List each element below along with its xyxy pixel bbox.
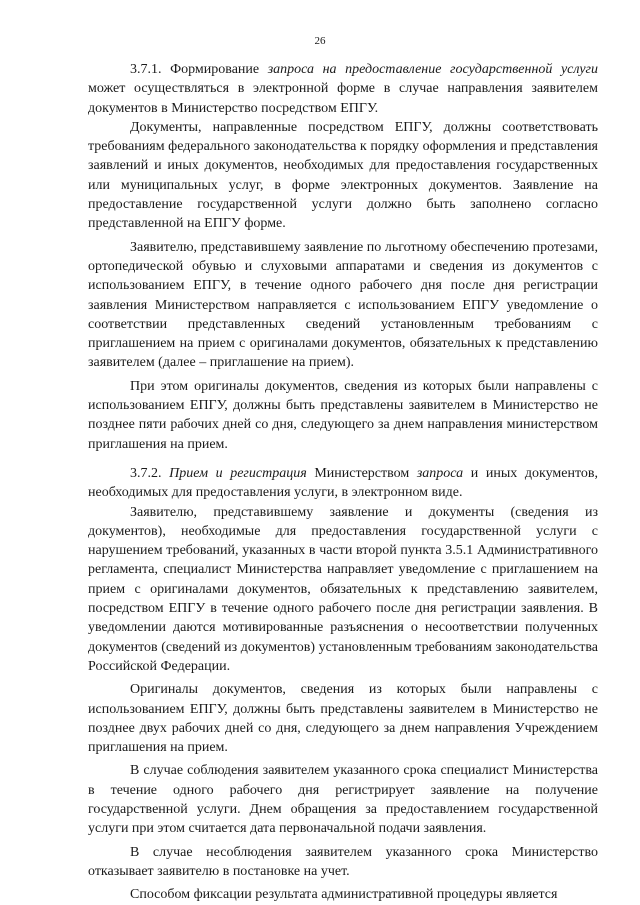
paragraph: Заявителю, представившему заявление по льготному обеспечению протезами, ортопедической обувью и слуховыми аппаратами и сведения из документов с использованием ЕПГУ, в течение одного рабочего дня после дня регистрации заявления Министерством направляется с использованием ЕПГУ уведомление о соответствии представленных сведений установленным требованиям с приглашением на прием с оригиналами документов, обязательных к представлению заявителем (далее – приглашение на прием). xyxy=(88,239,598,371)
paragraph: В случае соблюдения заявителем указанного срока специалист Министерства в течение одного рабочего дня регистрирует заявление на получение государственной услуги. Днем обращения за предоставлением государственной услуги при этом считается дата первоначальной подачи заявления. xyxy=(88,763,598,837)
document-body xyxy=(88,60,598,904)
paragraph-italic-term: запроса на предоставление государственной услуги xyxy=(267,62,598,77)
paragraph-italic-term: запроса xyxy=(416,465,464,481)
paragraph-prefix: 3.7.2. xyxy=(130,465,170,481)
paragraph: Способом фиксации результата административной процедуры является xyxy=(130,887,558,903)
paragraph: Оригиналы документов, сведения из которых были направлены с использованием ЕПГУ, должны быть представлены заявителем в Министерство не позднее двух рабочих дней со дня, следующего за днем направления Учреждением приглашения на прием. xyxy=(88,682,598,756)
paragraph-3-7-2 xyxy=(88,464,598,503)
paragraph-italic-term: Прием и регистрация xyxy=(169,465,307,481)
paragraph: При этом оригиналы документов, сведения из которых были направлены с использованием ЕПГУ, должны быть представлены заявителем в Министерство не позднее пяти рабочих дней со дня, следующего за днем направления министерством приглашения на прием. xyxy=(88,378,598,452)
paragraph-text: может осуществляться в электронной форме в случае направления заявителем документов в Министерство посредством ЕПГУ. xyxy=(88,81,598,116)
paragraph: Документы, направленные посредством ЕПГУ, должны соответствовать требованиям федерального законодательства к порядку оформления и представления заявлений и иных документов, необходимых для предоставления государственных или муниципальных услуг, в форме электронных документов. Заявление на предоставление государственной услуги должно быть заполнено согласно представленной на ЕПГУ форме. xyxy=(88,119,598,232)
paragraph: Заявителю, представившему заявление и документы (сведения из документов), необходимые для предоставления государственной услуги с нарушением требований, указанных в части второй пункта 3.5.1 Административного регламента, специалист Министерства направляет уведомление с приглашением на прием с оригиналами документов, обязательных к представлению заявителем, посредством ЕПГУ в течение одного рабочего после дня регистрации заявления. В уведомлении даются мотивированные разъяснения о несоответствии полученных документов (сведений из документов) установленным требованиям законодательства Российской Федерации. xyxy=(88,504,598,674)
paragraph-text: и иных документов, необходимых для предоставления услуги, в электронном виде. xyxy=(88,465,598,501)
paragraph: В случае несоблюдения заявителем указанного срока Министерство отказывает заявителю в постановке на учет. xyxy=(88,844,598,879)
paragraph-prefix: 3.7.1. Формирование xyxy=(130,62,268,77)
page-number: 26 xyxy=(314,35,326,47)
paragraph-3-7-1 xyxy=(88,60,598,118)
paragraph-text: Министерством xyxy=(306,465,417,481)
